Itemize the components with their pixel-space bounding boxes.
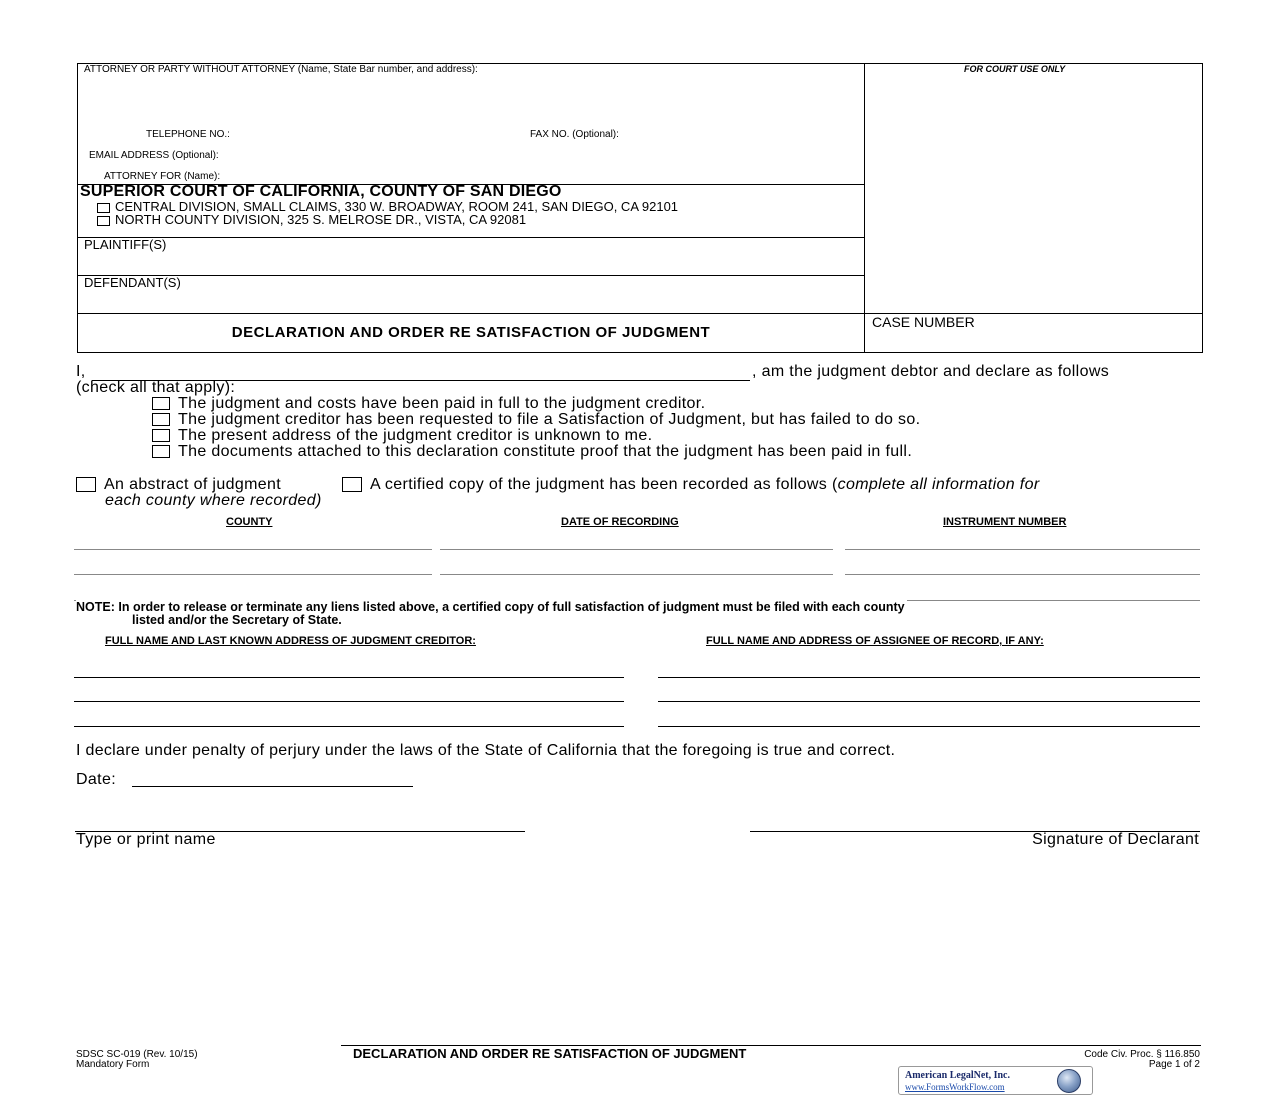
option-row[interactable]	[152, 443, 912, 461]
assignee-header: FULL NAME AND ADDRESS OF ASSIGNEE OF RECORD, IF ANY:	[706, 635, 1044, 647]
globe-icon	[1057, 1069, 1081, 1093]
option-checkbox[interactable]	[152, 413, 170, 426]
option-checkbox[interactable]	[152, 429, 170, 442]
code-reference: Code Civ. Proc. § 116.850	[1084, 1049, 1200, 1060]
creditor-line[interactable]	[74, 701, 624, 702]
creditor-line[interactable]	[74, 726, 624, 727]
certified-label: A certified copy of the judgment has been recorded as follows (	[370, 476, 838, 493]
instrument-line[interactable]	[845, 574, 1200, 575]
form-number: SDSC SC-019 (Rev. 10/15)	[76, 1049, 198, 1060]
instrument-line[interactable]	[845, 549, 1200, 550]
telephone-label: TELEPHONE NO.:	[146, 129, 230, 140]
mandatory-form: Mandatory Form	[76, 1059, 150, 1070]
option-label: The documents attached to this declaration constitute proof that the judgment has been paid in full.	[178, 443, 913, 460]
certified-italic: complete all information for	[837, 476, 1040, 493]
county-line[interactable]	[74, 549, 432, 550]
fax-label: FAX NO. (Optional):	[530, 129, 619, 140]
check-all-text: (check all that apply):	[76, 379, 236, 396]
col-county: COUNTY	[226, 516, 273, 528]
perjury-statement: I declare under penalty of perjury under the laws of the State of California that the foregoing is true and correct.	[76, 742, 896, 759]
certified-line2: each county where recorded)	[105, 492, 322, 509]
legalnet-logo[interactable]	[898, 1066, 1093, 1095]
option-checkbox[interactable]	[152, 445, 170, 458]
option-label: The judgment and costs have been paid in full to the judgment creditor.	[178, 395, 706, 412]
col-instrument: INSTRUMENT NUMBER	[943, 516, 1067, 528]
creditor-line[interactable]	[74, 677, 624, 678]
division-north-label: NORTH COUNTY DIVISION, 325 S. MELROSE DR., VISTA, CA 92081	[115, 212, 527, 227]
option-checkbox[interactable]	[152, 397, 170, 410]
i-label: I,	[76, 363, 86, 380]
attorney-for-label: ATTORNEY FOR (Name):	[104, 171, 221, 182]
date-line[interactable]	[132, 786, 413, 787]
logo-company-name: American LegalNet, Inc.	[905, 1070, 1010, 1081]
certified-checkbox[interactable]	[342, 477, 362, 492]
court-name: SUPERIOR COURT OF CALIFORNIA, COUNTY OF SAN DIEGO	[80, 183, 562, 200]
court-use-divider	[864, 63, 865, 353]
email-label: EMAIL ADDRESS (Optional):	[89, 150, 219, 161]
date-line[interactable]	[440, 574, 833, 575]
division-north-row[interactable]	[97, 212, 526, 227]
date-line[interactable]	[440, 549, 833, 550]
note-line2: listed and/or the Secretary of State.	[132, 613, 342, 627]
abstract-checkbox[interactable]	[76, 477, 96, 492]
creditor-header: FULL NAME AND LAST KNOWN ADDRESS OF JUDGMENT CREDITOR:	[105, 635, 476, 647]
assignee-line[interactable]	[658, 677, 1200, 678]
footer-title: DECLARATION AND ORDER RE SATISFACTION OF JUDGMENT	[353, 1046, 747, 1061]
assignee-line[interactable]	[658, 701, 1200, 702]
division-north-checkbox[interactable]	[97, 216, 110, 226]
abstract-label: An abstract of judgment	[104, 476, 282, 493]
case-number-label: CASE NUMBER	[872, 314, 975, 330]
certified-row[interactable]	[342, 476, 1040, 494]
date-label: Date:	[76, 771, 116, 788]
signature-label: Signature of Declarant	[1032, 831, 1199, 848]
assignee-line[interactable]	[658, 726, 1200, 727]
plaintiff-label: PLAINTIFF(S)	[84, 237, 167, 252]
division-central-label: CENTRAL DIVISION, SMALL CLAIMS, 330 W. BROADWAY, ROOM 241, SAN DIEGO, CA 92101	[115, 199, 679, 214]
attorney-label: ATTORNEY OR PARTY WITHOUT ATTORNEY (Name, State Bar number, and address):	[84, 64, 478, 75]
county-line[interactable]	[74, 574, 432, 575]
court-use-label: FOR COURT USE ONLY	[964, 64, 1066, 74]
print-name-label: Type or print name	[76, 831, 216, 848]
defendant-label: DEFENDANT(S)	[84, 275, 181, 290]
note-line1: NOTE: In order to release or terminate any liens listed above, a certified copy of full satisfaction of judgment must be filed with each county	[76, 600, 905, 614]
logo-url: www.FormsWorkFlow.com	[905, 1082, 1005, 1092]
col-date: DATE OF RECORDING	[561, 516, 679, 528]
form-title: DECLARATION AND ORDER RE SATISFACTION OF JUDGMENT	[231, 324, 711, 341]
option-label: The judgment creditor has been requested to file a Satisfaction of Judgment, but has failed to do so.	[178, 411, 921, 428]
page-number: Page 1 of 2	[1148, 1059, 1200, 1070]
option-label: The present address of the judgment creditor is unknown to me.	[178, 427, 653, 444]
intro-text: , am the judgment debtor and declare as follows	[752, 363, 1110, 380]
